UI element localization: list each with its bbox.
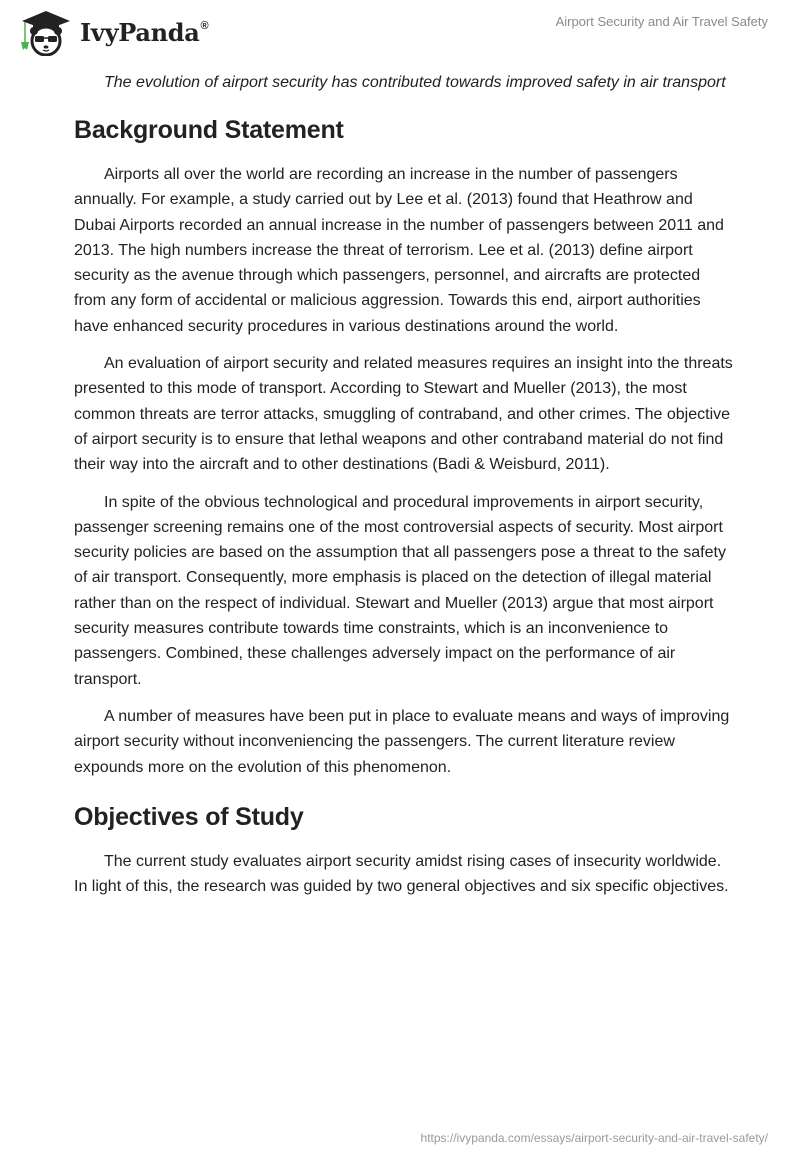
page-header bbox=[0, 0, 800, 60]
paragraph: Airports all over the world are recording an increase in the number of passengers annually. For example, a study carried out by Lee et al. (2013) found that Heathrow and Dubai Airports recorded an annual increase in the number of passengers between 2011 and 2013. The high numbers increase the threat of terrorism. Lee et al. (2013) define airport security as the avenue through which passengers, personnel, and aircrafts are protected from any form of accidental or malicious aggression. Towards this end, airport authorities have enhanced security procedures in various destinations around the world. bbox=[74, 166, 724, 335]
section-heading-background: Background Statement bbox=[74, 116, 344, 144]
document-title: Airport Security and Air Travel Safety bbox=[555, 14, 768, 29]
brand-name: IvyPanda® bbox=[80, 17, 209, 47]
essay-content bbox=[74, 70, 734, 899]
panda-graduate-icon bbox=[16, 8, 76, 56]
paragraph: A number of measures have been put in place to evaluate means and ways of improving airport security without inconveniencing the passengers. The current literature review expounds more on the evolution of this phenomenon. bbox=[74, 707, 730, 776]
section-heading-objectives: Objectives of Study bbox=[74, 802, 304, 831]
ivypanda-logo[interactable] bbox=[16, 8, 208, 56]
source-url-link[interactable]: https://ivypanda.com/essays/airport-security-and-air-travel-safety/ bbox=[420, 1131, 768, 1145]
paragraph: An evaluation of airport security and related measures requires an insight into the threats presented to this mode of transport. According to Stewart and Mueller (2013), the most common threats are terror attacks, smuggling of contraband, and other crimes. The objective of airport security is to ensure that lethal weapons and other contraband material do not find their way into the aircraft and to other destinations (Badi & Weisburd, 2011). bbox=[74, 355, 733, 474]
paragraph: In spite of the obvious technological and procedural improvements in airport security, passenger screening remains one of the most controversial aspects of security. Most airport security policies are based on the assumption that all passengers pose a threat to the safety of air transport. Consequently, more emphasis is placed on the detection of illegal material rather than on the respect of individual. Stewart and Mueller (2013) argue that most airport security measures contribute towards time constraints, which is an inconvenience to passengers. Combined, these challenges adversely impact on the performance of air transport. bbox=[74, 493, 726, 688]
paragraph: The current study evaluates airport security amidst rising cases of insecurity worldwide. In light of this, the research was guided by two general objectives and six specific objectives. bbox=[74, 852, 729, 896]
thesis-statement: The evolution of airport security has contributed towards improved safety in air transport bbox=[104, 74, 726, 91]
